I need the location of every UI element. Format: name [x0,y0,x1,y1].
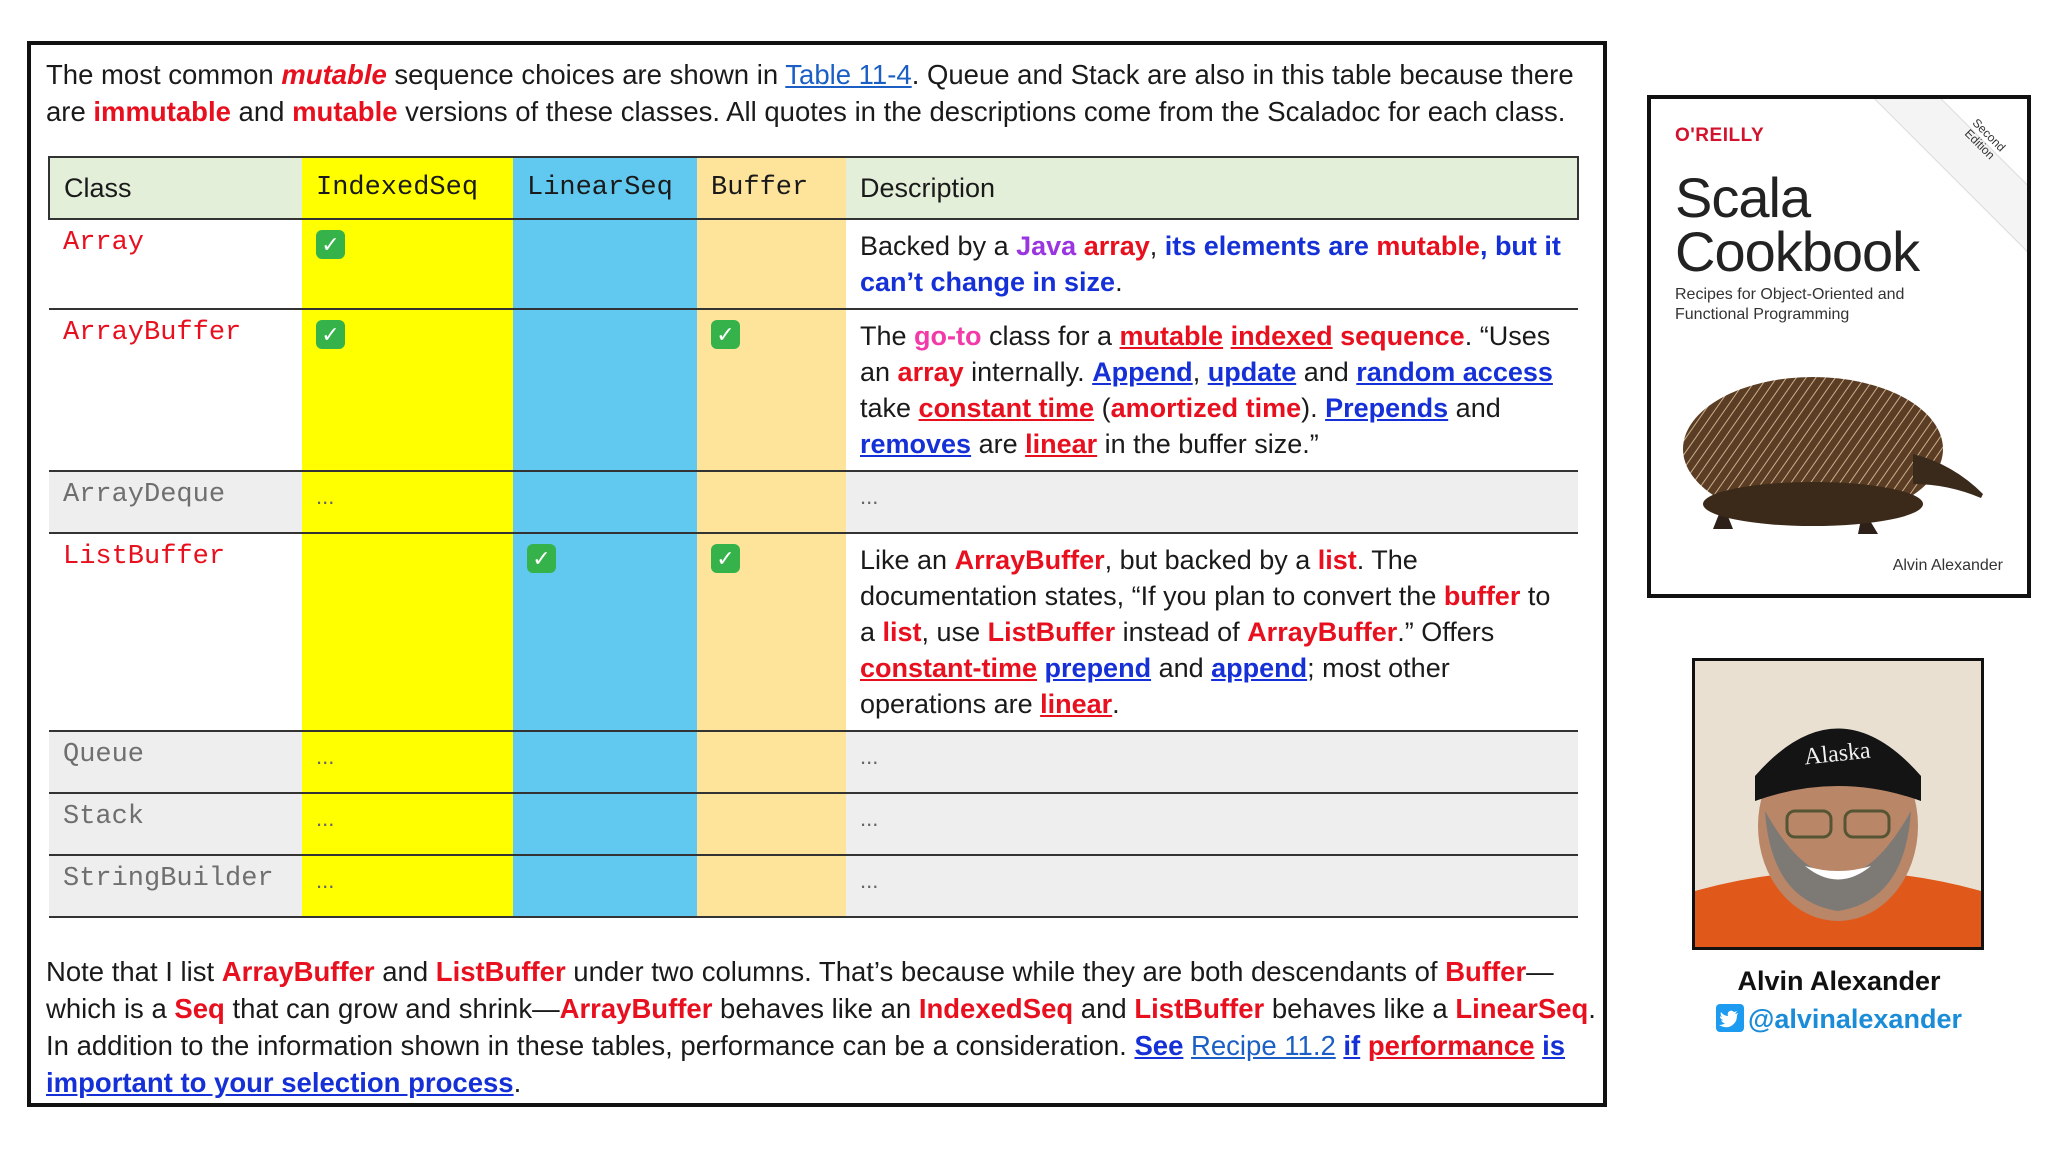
header-linearseq: LinearSeq [513,157,697,219]
immutable-keyword: immutable [93,96,231,127]
class-name: StringBuilder [49,855,302,917]
class-name: ListBuffer [49,533,302,731]
twitter-handle[interactable]: @alvinalexander [1647,1004,2031,1035]
description-cell: Like an ArrayBuffer, but backed by a list. The documentation states, “If you plan to convert the buffer to a list, use ListBuffer instead of ArrayBuffer.” Offers constant-time prepend and append; most other operations are linear. [846,533,1578,731]
table-header-row [49,157,1578,219]
class-name: ArrayDeque [49,471,302,533]
description-cell: The go-to class for a mutable indexed sequence. “Uses an array internally. Append, update and random access take constant time (amortized time). Prepends and removes are linear in the buffer size.” [846,309,1578,471]
mutable-sequence-table [48,156,1579,918]
slide-frame [27,41,1607,1107]
table-11-4-link[interactable]: Table 11-4 [785,59,912,90]
outro-paragraph: Note that I list ArrayBuffer and ListBuffer under two columns. That’s because while they are both descendants of Buffer—which is a Seq that can grow and shrink—ArrayBuffer behaves like an IndexedSeq and ListBuffer behaves like a LinearSeq. In addition to the information shown in these tables, performance can be a consideration. See Recipe 11.2 if performance is important to your selection process. [46,956,1596,1098]
twitter-icon [1716,1004,1744,1032]
table-row: Queue ... ... [49,731,1578,793]
presenter-illustration [1695,661,1981,947]
echidna-illustration [1663,344,2003,544]
class-name: Array [49,219,302,309]
mutable-keyword-2: mutable [292,96,398,127]
class-name: Queue [49,731,302,793]
edition-label: Second Edition [1961,115,2009,163]
table-row [49,219,1578,309]
checkmark-icon: ✓ [711,320,740,349]
book-title: Scala Cookbook [1675,166,1920,283]
mutable-keyword: mutable [281,59,387,90]
book-subtitle: Recipes for Object-Oriented and Functional Programming [1675,286,1905,323]
presenter-name: Alvin Alexander [1737,966,1941,996]
checkmark-icon: ✓ [316,230,345,259]
table-row: StringBuilder ... ... [49,855,1578,917]
description-cell: ... [846,793,1578,855]
header-description: Description [846,157,1578,219]
publisher-logo: O'REILLY [1675,125,1765,146]
intro-paragraph: The most common mutable sequence choices are shown in Table 11-4. Queue and Stack are also in this table because there are immutable and mutable versions of these classes. All quotes in the descriptions come from the Scaladoc for each class. [46,59,1574,127]
header-class: Class [49,157,302,219]
book-cover [1647,95,2031,598]
checkmark-icon: ✓ [527,544,556,573]
presenter-photo [1692,658,1984,950]
table-row [49,309,1578,471]
checkmark-icon: ✓ [711,544,740,573]
table-row: ArrayDeque ... ... [49,471,1578,533]
table-row [49,533,1578,731]
class-name: ArrayBuffer [49,309,302,471]
recipe-11-2-link[interactable]: Recipe 11.2 [1191,1030,1336,1061]
header-buffer: Buffer [697,157,846,219]
table-row: Stack ... ... [49,793,1578,855]
see-link[interactable]: See [1134,1030,1184,1061]
header-indexedseq: IndexedSeq [302,157,513,219]
book-author: Alvin Alexander [1892,557,2003,574]
class-name: Stack [49,793,302,855]
checkmark-icon: ✓ [316,320,345,349]
description-cell: ... [846,731,1578,793]
description-cell: ... [846,471,1578,533]
description-cell: Backed by a Java array, its elements are mutable, but it can’t change in size. [846,219,1578,309]
description-cell: ... [846,855,1578,917]
hat-text: Alaska [1802,737,1872,771]
